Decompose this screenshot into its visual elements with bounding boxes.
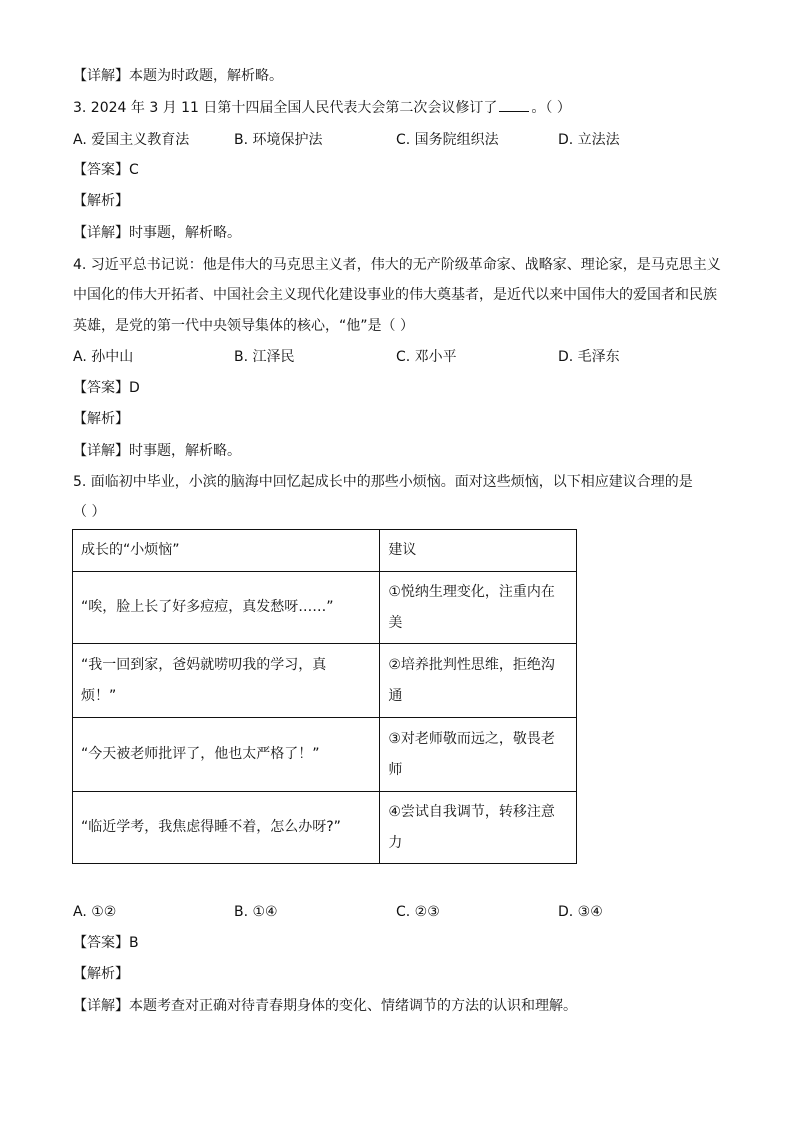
q5-option-a: A. ①②	[73, 904, 117, 920]
q5-option-b: B. ①④	[234, 904, 278, 920]
table-cell: “唉，脸上长了好多痘痘，真发愁呀……”	[73, 572, 380, 644]
q3-detail: 【详解】时事题，解析略。	[73, 225, 241, 241]
table-cell: “今天被老师批评了，他也太严格了！”	[73, 718, 380, 792]
q3-option-d: D. 立法法	[558, 132, 620, 148]
question-4-line-1: 4. 习近平总书记说：他是伟大的马克思主义者，伟大的无产阶级革命家、战略家、理论家，是马克思主义	[73, 257, 721, 273]
table-cell: ②培养批判性思维，拒绝沟 通	[380, 644, 577, 718]
q5-option-d: D. ③④	[558, 904, 603, 920]
table-cell: ③对老师敬而远之，敬畏老 师	[380, 718, 577, 792]
table-cell: ①悦纳生理变化，注重内在 美	[380, 572, 577, 644]
table-cell: “临近学考，我焦虑得睡不着，怎么办呀?”	[73, 792, 380, 864]
q4-option-c: C. 邓小平	[396, 349, 457, 365]
question-4-line-3: 英雄，是党的第一代中央领导集体的核心，“他”是（ ）	[73, 318, 414, 334]
question-4-line-2: 中国化的伟大开拓者、中国社会主义现代化建设事业的伟大奠基者，是近代以来中国伟大的爱国者和民族	[73, 287, 717, 303]
question-5-line-2: （ ）	[73, 504, 106, 520]
q4-option-b: B. 江泽民	[234, 349, 295, 365]
table-header-cell: 成长的“小烦恼”	[73, 530, 380, 572]
q4-analysis: 【解析】	[73, 411, 129, 427]
table-cell: “我一回到家，爸妈就唠叨我的学习，真 烦！”	[73, 644, 380, 718]
q5-answer: 【答案】B	[73, 935, 139, 951]
q4-detail: 【详解】时事题，解析略。	[73, 443, 241, 459]
table-header-row	[73, 530, 577, 572]
table-cell: ④尝试自我调节，转移注意 力	[380, 792, 577, 864]
q4-answer: 【答案】D	[73, 380, 140, 396]
question-5-line-1: 5. 面临初中毕业，小滨的脑海中回忆起成长中的那些小烦恼。面对这些烦恼，以下相应建议合理的是	[73, 474, 693, 490]
q3-analysis: 【解析】	[73, 193, 129, 209]
table-header-cell: 建议	[380, 530, 577, 572]
q3-option-b: B. 环境保护法	[234, 132, 323, 148]
answer-blank	[499, 99, 529, 112]
table-row	[73, 644, 577, 718]
detail-line: 【详解】本题为时政题，解析略。	[73, 68, 283, 84]
q5-analysis: 【解析】	[73, 966, 129, 982]
table-row	[73, 718, 577, 792]
worries-advice-table	[72, 529, 577, 864]
q3-answer: 【答案】C	[73, 162, 139, 178]
q5-option-c: C. ②③	[396, 904, 440, 920]
table-row	[73, 792, 577, 864]
q3-option-a: A. 爱国主义教育法	[73, 132, 190, 148]
q4-option-d: D. 毛泽东	[558, 349, 620, 365]
q5-detail: 【详解】本题考查对正确对待青春期身体的变化、情绪调节的方法的认识和理解。	[73, 998, 577, 1014]
question-3-stem: 3. 2024 年 3 月 11 日第十四届全国人民代表大会第二次会议修订了 。（ ）	[73, 100, 571, 116]
q3-option-c: C. 国务院组织法	[396, 132, 499, 148]
table-row	[73, 572, 577, 644]
q4-option-a: A. 孙中山	[73, 349, 134, 365]
